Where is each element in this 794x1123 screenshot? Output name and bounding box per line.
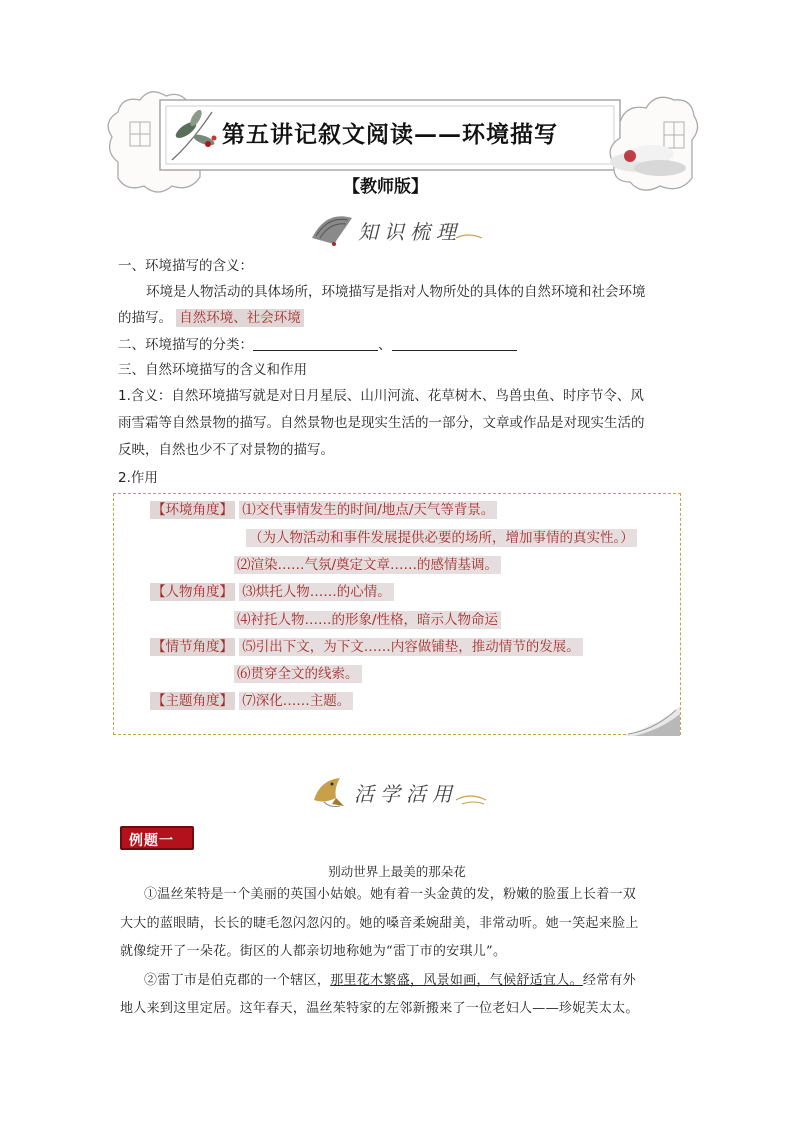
part3-meaning-line3: 反映，自然也少不了对景物的描写。 <box>118 442 334 458</box>
function-item-3: ⑶烘托人物……的心情。 <box>239 583 394 601</box>
blank-2[interactable] <box>392 336 517 351</box>
function-tag-plot: 【情节角度】 <box>152 639 233 655</box>
part2-separator: 、 <box>378 337 392 353</box>
story-p2-line1 <box>144 971 636 991</box>
part1-line1: 环境是人物活动的具体场所，环境描写是指对人物所处的具体的自然环境和社会环境 <box>146 284 646 300</box>
part1-heading: 一、环境描写的含义： <box>118 258 253 274</box>
story-p2-line1-b: 经常有外 <box>582 973 637 988</box>
story-p1-line1: ①温丝茱特是一个美丽的英国小姑娘。她有着一头金黄的发，粉嫩的脸蛋上长着一双 <box>144 887 637 902</box>
example-tag <box>120 826 194 850</box>
function-tag-character: 【人物角度】 <box>152 584 233 600</box>
story-p2-line2: 地人来到这里定居。这年春天，温丝茱特家的左邻新搬来了一位老妇人——珍妮芙太太。 <box>120 1001 639 1016</box>
function-item-2: ⑵渲染……气氛/奠定文章……的感情基调。 <box>234 556 501 574</box>
function-row-7 <box>234 664 362 684</box>
part3-meaning-line2: 雨雪霜等自然景物的描写。自然景物也是现实生活的一部分，文章或作品是对现实生活的 <box>118 415 645 431</box>
function-item-1-note: （为人物活动和事件发展提供必要的场所，增加事情的真实性。） <box>246 529 637 547</box>
practice-banner <box>306 770 490 810</box>
page-title: 第五讲记叙文阅读——环境描写 <box>222 121 558 148</box>
part3-meaning-line1: 1.含义：自然环境描写就是对日月星辰、山川河流、花草树木、鸟兽虫鱼、时序节令、风 <box>118 388 644 404</box>
function-item-5: ⑸引出下文，为下文……内容做铺垫，推动情节的发展。 <box>239 638 583 656</box>
function-row-5 <box>234 610 501 630</box>
right-cloud-ornament <box>610 97 698 190</box>
function-tag-theme: 【主题角度】 <box>152 693 233 709</box>
story-p2-line1-a: ②雷丁市是伯克郡的一个辖区， <box>144 973 331 988</box>
part1-answer: 自然环境、社会环境 <box>176 309 304 327</box>
function-row-4 <box>150 582 394 602</box>
story-p1-line3: 就像绽开了一朵花。街区的人都亲切地称她为“雷丁市的安琪儿”。 <box>120 944 507 959</box>
knowledge-banner-text: 知识梳理 <box>358 220 462 244</box>
function-item-7: ⑺深化……主题。 <box>239 692 353 710</box>
function-item-6: ⑹贯穿全文的线索。 <box>234 665 362 683</box>
part3-heading: 三、自然环境描写的含义和作用 <box>118 362 307 378</box>
part1-line2 <box>118 308 304 328</box>
page-curl-decoration <box>614 700 684 740</box>
part2-line <box>118 335 517 355</box>
function-row-2 <box>246 528 637 548</box>
story-p1-line2: 大大的蓝眼睛，长长的睫毛忽闪忽闪的。她的嗓音柔婉甜美，非常动听。她一笑起来脸上 <box>120 916 639 931</box>
knowledge-banner <box>306 208 486 248</box>
story-title: 别动世界上最美的那朵花 <box>328 864 466 879</box>
function-row-6 <box>150 637 583 657</box>
part1-line2-prefix: 的描写。 <box>118 310 172 326</box>
function-row-1 <box>150 500 497 520</box>
function-row-8 <box>150 691 353 711</box>
story-p2-underlined: 那里花木繁盛，风景如画，气候舒适宜人。 <box>330 973 583 988</box>
practice-banner-text: 活学活用 <box>354 782 458 806</box>
function-row-3 <box>234 555 501 575</box>
function-item-4: ⑷衬托人物……的形象/性格，暗示人物命运 <box>234 611 501 629</box>
function-item-1: ⑴交代事情发生的时间/地点/天气等背景。 <box>239 501 497 519</box>
part3-function-label: 2.作用 <box>118 470 158 486</box>
example-tag-label: 例题一 <box>129 833 174 849</box>
blank-1[interactable] <box>253 336 378 351</box>
part2-heading: 二、环境描写的分类： <box>118 337 253 353</box>
function-tag-environment: 【环境角度】 <box>152 502 233 518</box>
page-subtitle: 【教师版】 <box>343 177 428 197</box>
